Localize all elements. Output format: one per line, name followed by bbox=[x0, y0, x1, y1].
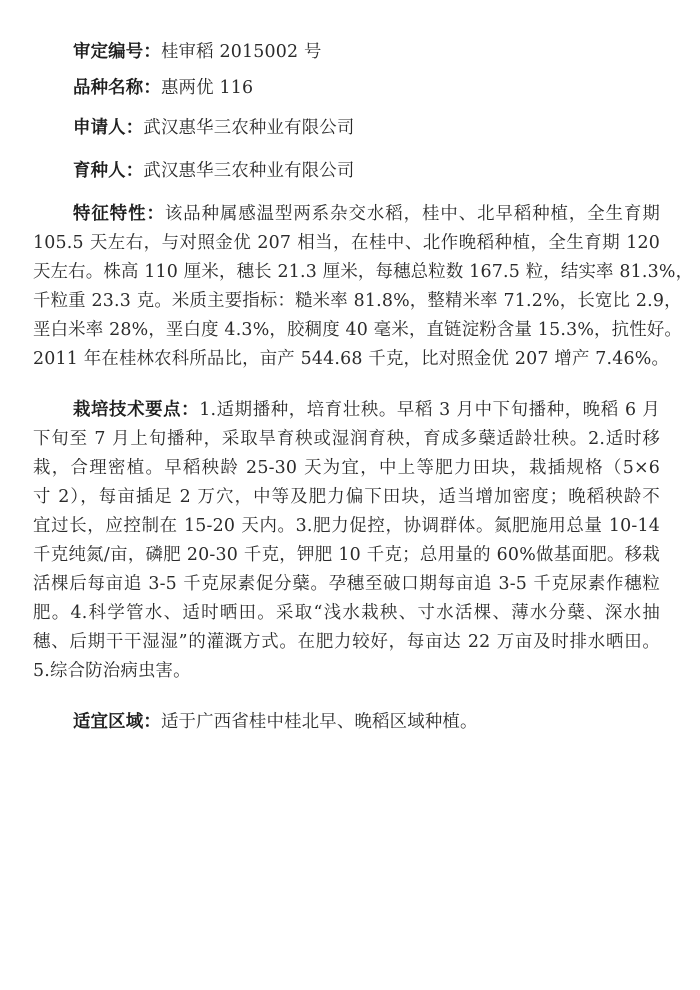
cultivation-line: 宜过长，应控制在 15-20 天内。3.肥力促控，协调群体。氮肥施用总量 10-14 bbox=[33, 516, 660, 536]
characteristics-line: 垩白米率 28%，垩白度 4.3%，胶稠度 40 毫米，直链淀粉含量 15.3%，抗性好。 bbox=[33, 320, 683, 340]
region-label: 适宜区域： bbox=[73, 712, 161, 732]
variety-name-label: 品种名称： bbox=[73, 78, 161, 98]
cultivation-line: 5.综合防治病虫害。 bbox=[33, 661, 191, 681]
characteristics-text: 该品种属感温型两系杂交水稻，桂中、北早稻种植，全生育期 bbox=[164, 204, 660, 224]
characteristics-line-1 bbox=[73, 203, 660, 225]
cultivation-line: 肥。4.科学管水、适时晒田。采取“浅水栽秧、寸水活棵、薄水分蘖、深水抽 bbox=[33, 603, 660, 623]
cultivation-line: 穗、后期干干湿湿”的灌溉方式。在肥力较好，每亩达 22 万亩及时排水晒田。 bbox=[33, 632, 660, 652]
applicant-row bbox=[73, 117, 354, 139]
applicant-label: 申请人： bbox=[73, 118, 144, 138]
breeder-row bbox=[73, 160, 354, 182]
cultivation-line: 活棵后每亩追 3-5 千克尿素促分蘖。孕穗至破口期每亩追 3-5 千克尿素作穗粒 bbox=[33, 574, 660, 594]
characteristics-label: 特征特性： bbox=[73, 204, 165, 224]
approval-number-label: 审定编号： bbox=[73, 42, 161, 62]
variety-name-row bbox=[73, 77, 253, 99]
characteristics-line: 2011 年在桂林农科所品比，亩产 544.68 千克，比对照金优 207 增产 7.46%。 bbox=[33, 349, 670, 369]
approval-number-value: 桂审稻 2015002 号 bbox=[160, 42, 322, 62]
applicant-value: 武汉惠华三农种业有限公司 bbox=[143, 118, 355, 138]
breeder-label: 育种人： bbox=[73, 161, 144, 181]
region-row bbox=[73, 711, 478, 733]
breeder-value: 武汉惠华三农种业有限公司 bbox=[143, 161, 355, 181]
characteristics-line: 天左右。株高 110 厘米，穗长 21.3 厘米，每穗总粒数 167.5 粒，结实率 81.3%， bbox=[33, 262, 694, 282]
cultivation-line: 千克纯氮/亩，磷肥 20-30 千克，钾肥 10 千克；总用量的 60%做基面肥。移栽 bbox=[33, 545, 660, 565]
cultivation-text: 1.适期播种，培育壮秧。早稻 3 月中下旬播种，晚稻 6 月 bbox=[199, 400, 660, 420]
characteristics-line: 105.5 天左右，与对照金优 207 相当，在桂中、北作晚稻种植，全生育期 120 bbox=[33, 233, 660, 253]
variety-name-value: 惠两优 116 bbox=[160, 78, 254, 98]
cultivation-line: 栽，合理密植。早稻秧龄 25-30 天为宜，中上等肥力田块，栽插规格（5×6 bbox=[33, 458, 660, 478]
cultivation-line: 寸 2），每亩插足 2 万穴，中等及肥力偏下田块，适当增加密度；晚稻秧龄不 bbox=[33, 487, 660, 507]
region-value: 适于广西省桂中桂北早、晚稻区域种植。 bbox=[160, 712, 478, 732]
cultivation-line: 下旬至 7 月上旬播种，采取旱育秧或湿润育秧，育成多蘖适龄壮秧。2.适时移 bbox=[33, 429, 660, 449]
characteristics-line: 千粒重 23.3 克。米质主要指标：糙米率 81.8%，整精米率 71.2%，长宽比 2.9， bbox=[33, 291, 682, 311]
cultivation-label: 栽培技术要点： bbox=[73, 400, 200, 420]
approval-number-row bbox=[73, 41, 322, 63]
cultivation-line-1 bbox=[73, 399, 660, 421]
